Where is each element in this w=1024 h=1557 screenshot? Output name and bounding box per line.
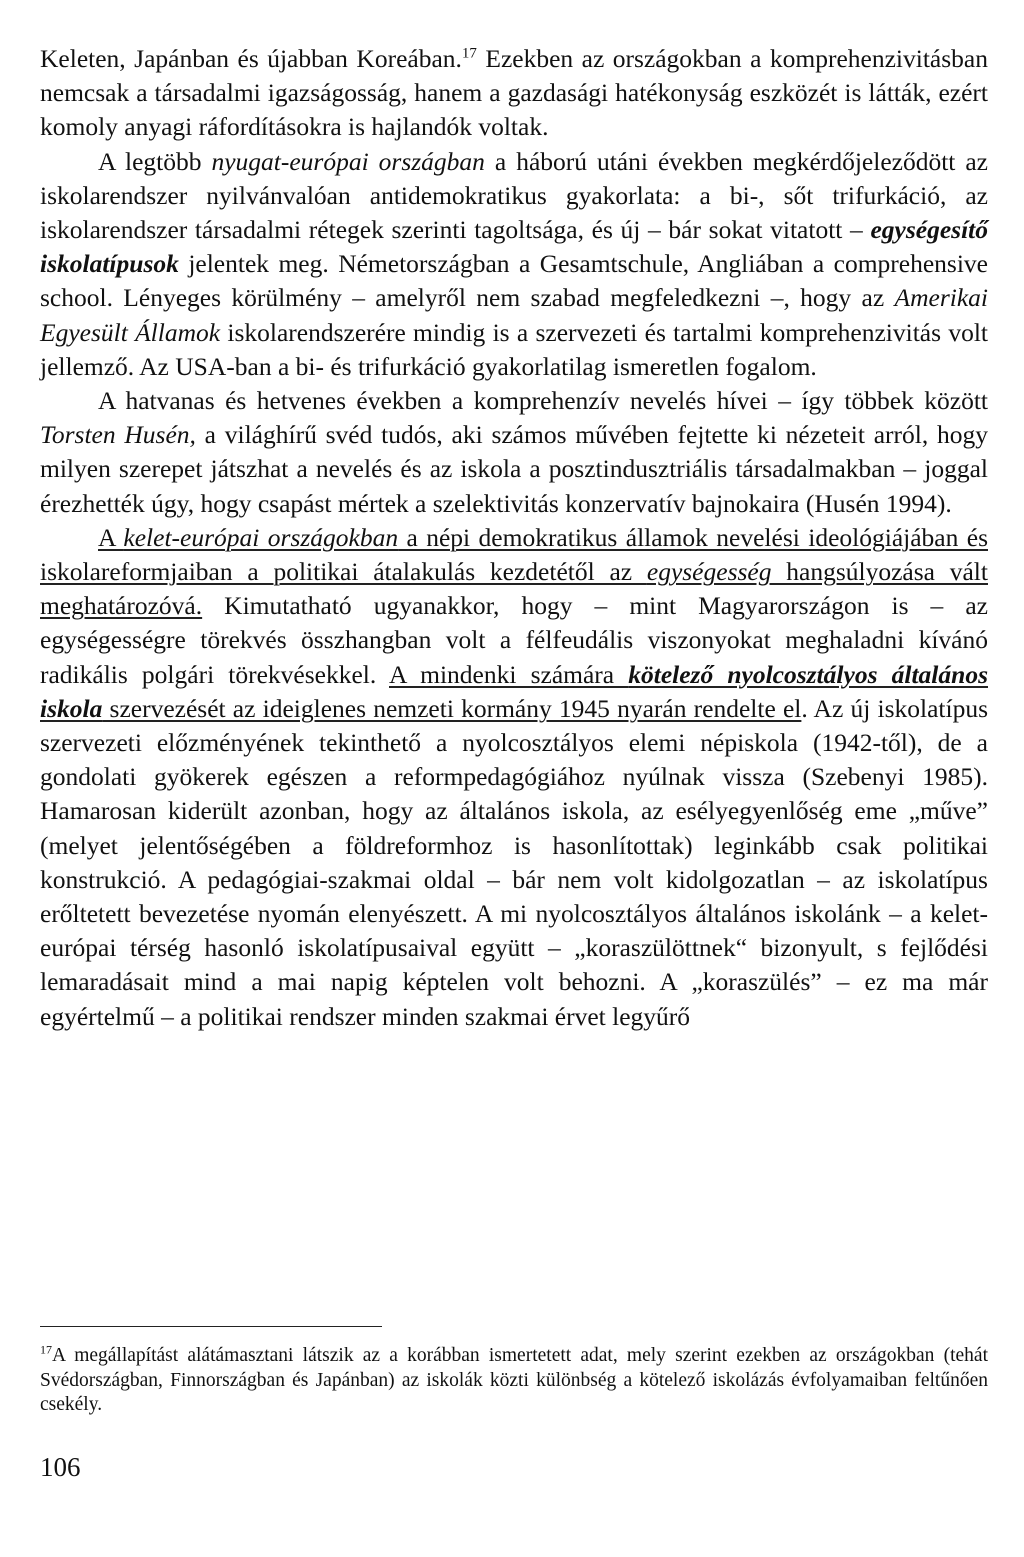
text-segment: Keleten, Japánban és újabban Koreában.: [40, 44, 462, 73]
body-text: [40, 42, 988, 1034]
bold-italic-term: egységesítő iskolatípusok: [40, 215, 988, 279]
text-segment: A legtöbb: [98, 146, 212, 176]
footnote-reference: 17: [461, 45, 477, 62]
underlined-bold-italic-term: kötelező nyolcosztályos általános iskola: [40, 659, 988, 723]
paragraph-2: [40, 145, 988, 384]
page-number: 106: [40, 1452, 81, 1482]
text-segment: iskolarendszerére mindig is a szervezeti és tartalmi komprehenzivitás volt jellemző. Az USA-ban a bi- és trifurkáció gyakorlatilag ismeretlen fogalom.: [40, 317, 988, 381]
underlined-italic-term: kelet-európai országokban: [123, 522, 399, 552]
text-segment: a világhírű svéd tudós, aki számos művében fejtette ki nézeteit arról, hogy milyen szerepet játszhat a nevelés és az iskola a posztindusztriális társadalmakban – joggal érezhették úgy, hogy csapást mértek a szelektivitás konzervatív bajnokaira (Husén 1994).: [40, 420, 989, 518]
text-segment: A hatvanas és hetvenes években a komprehenzív nevelés hívei – így többek között: [98, 386, 988, 416]
underlined-italic-term: egységesség: [646, 557, 772, 587]
handwritten-underline-segment: A: [98, 522, 124, 552]
paragraph-3: [40, 384, 988, 521]
text-segment: Ezekben az országokban a komprehenzivitásban nemcsak a társadalmi igazságosság, hanem a gazdasági hatékonyság eszközét is látták, ezért komoly anyagi ráfordításokra is hajlandók voltak.: [40, 44, 988, 142]
italic-term: Amerikai Egyesült Államok: [40, 283, 988, 347]
paragraph-1: [40, 42, 988, 145]
footnote-separator: [40, 1326, 382, 1327]
text-segment: Kimutatható ugyanakkor, hogy – mint Magyarországon is – az egységességre törekvés összhangban volt a félfeudális viszonyokat meghaladni kívánó radikális polgári törekvésekkel.: [40, 591, 988, 689]
italic-term: nyugat-európai országban: [211, 146, 485, 176]
footnote: [40, 1344, 988, 1418]
text-segment: jelentek meg. Németországban a Gesamtschule, Angliában a comprehensive school. Lényeges körülmény – amelyről nem szabad megfeledkezni –, hogy az: [40, 249, 988, 313]
handwritten-underline-segment: szervezését az ideiglenes nemzeti kormány 1945 nyarán rendelte el: [102, 693, 802, 723]
text-segment: a háború utáni években megkérdőjeleződött az iskolarendszer nyilvánvalóan antidemokratikus gyakorlata: a bi-, sőt trifurkáció, az iskolarendszer társadalmi rétegek szerinti tagoltsága, és új – bár sokat vitatott –: [40, 146, 988, 245]
handwritten-underline-segment: hangsúlyozása vált meghatározóvá.: [40, 557, 988, 621]
italic-name: Torsten Husén,: [40, 420, 196, 450]
text-segment: . Az új iskolatípus szervezeti előzményének tekinthető a nyolcosztályos elemi népiskola (1942-től), de a gondolati gyökerek egészen a reformpedagógiához nyúlnak vissza (Szebenyi 1985). Hamarosan kiderült azonban, hogy az általános iskola, az esélyegyenlőség eme „műve” (melyet jelentőségében a földreformhoz is hasonlítottak) leginkább csak politikai konstrukció. A pedagógiai-szakmai oldal – bár nem volt kidolgozatlan – az iskolatípus erőltetett bevezetése nyomán elenyészett. A mi nyolcosztályos általános iskolánk – a kelet-európai térség hasonló iskolatípusaival együtt – „koraszülöttnek“ bizonyult, s fejlődési lemaradásait mind a mai napig képtelen volt behozni. A „koraszülés” – ez ma már egyértelmű – a politikai rendszer minden szakmai érvet legyűrő: [40, 693, 988, 1031]
handwritten-underline-segment: A mindenki számára: [389, 659, 629, 689]
footnote-number: 17: [40, 1342, 52, 1357]
footnote-text: A megállapítást alátámasztani látszik az a korábban ismertetett adat, mely szerint ezekben az országokban (tehát Svédországban, Finnországban és Japánban) az iskolák közti különbség a kötelező iskolázás évfolyamaiban feltűnően csekély.: [40, 1345, 988, 1415]
handwritten-underline-segment: a népi demokratikus államok nevelési ideológiájában és iskolareformjaiban a politikai átalakulás kezdetétől az: [40, 522, 988, 587]
paragraph-4: [40, 521, 988, 1034]
